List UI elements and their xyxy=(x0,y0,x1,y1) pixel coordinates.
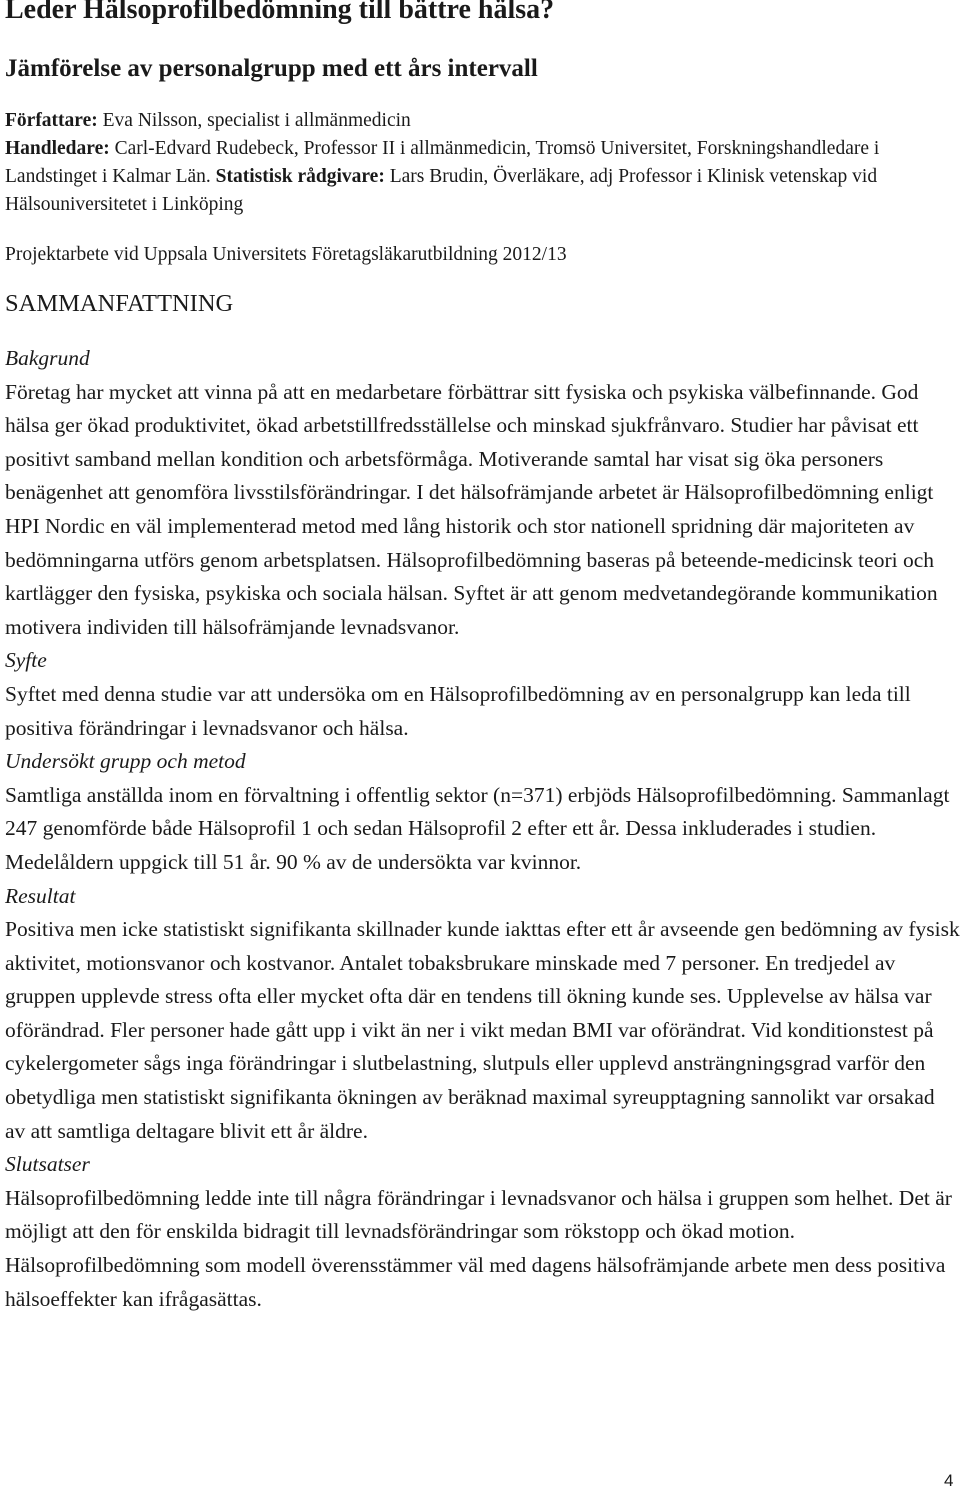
section-text-resultat: Positiva men icke statistiskt signifikanta skillnader kunde iakttas efter ett år avseende gen bedömning av fysisk aktivitet, motionsvanor och kostvanor. Antalet tobaksbrukare minskade med 7 personer. En tredjedel av gruppen upplevde stress ofta eller mycket ofta där en tendens till ökning kunde ses. Upplevelse av hälsa var oförändrad. Fler personer hade gått upp i vikt än ner i vikt medan BMI var oförändrat. Vid konditionstest på cykelergometer sågs inga förändringar i slutbelastning, slutpuls eller upplevd ansträngningsgrad varför den obetydliga men statistiskt signifikanta ökningen av beräknad maximal syreupptagning sannolikt var orsakad av att samtliga deltagare blivit ett år äldre. xyxy=(5,917,960,1143)
summary-body xyxy=(5,342,960,1316)
summary-heading: SAMMANFATTNING xyxy=(5,290,234,317)
section-text-syfte: Syftet med denna studie var att undersöka om en Hälsoprofilbedömning av en personalgrupp kan leda till positiva förändringar i levnadsvanor och hälsa. xyxy=(5,681,911,740)
section-heading-bakgrund: Bakgrund xyxy=(5,346,90,370)
section-text-bakgrund: Företag har mycket att vinna på att en medarbetare förbättrar sitt fysiska och psykiska välbefinnande. God hälsa ger ökad produktivitet, ökad arbetstillfredsställelse och minskad sjukfrånvaro. Studier har påvisat ett positivt samband mellan kondition och arbetsförmåga. Motiverande samtal har visat sig öka personers benägenhet att genomföra livsstilsförändringar. I det hälsofrämjande arbetet är Hälsoprofilbedömning enligt HPI Nordic en väl implementerad metod med lång historik och stor nationell spridning där majoriteten av bedömningarna utförs genom arbetsplatsen. Hälsoprofilbedömning baseras på beteende-medicinsk teori och kartlägger den fysiska, psykiska och sociala hälsan. Syftet är att genom medvetandegörande kommunikation motivera individen till hälsofrämjande levnadsvanor. xyxy=(5,379,938,639)
statistician-label: Statistisk rådgivare: xyxy=(215,166,385,187)
project-note: Projektarbete vid Uppsala Universitets Företagsläkarutbildning 2012/13 xyxy=(5,244,567,265)
author-label: Författare: xyxy=(5,110,98,131)
statistician-line xyxy=(5,163,957,191)
section-heading-syfte: Syfte xyxy=(5,648,47,673)
section-heading-metod: Undersökt grupp och metod xyxy=(5,749,246,774)
section-text-metod: Samtliga anställda inom en förvaltning i offentlig sektor (n=371) erbjöds Hälsoprofilbedömning. Sammanlagt 247 genomförde både Hälsoprofil 1 och sedan Hälsoprofil 2 efter ett år. Dessa inkluderades i studien. Medelåldern uppgick till 51 år. 90 % av de undersökta var kvinnor. xyxy=(5,782,950,874)
supervisor-text-continued: Landstinget i Kalmar Län. xyxy=(5,166,216,187)
supervisor-line xyxy=(5,135,957,163)
supervisor-label: Handledare: xyxy=(5,138,110,159)
document-title: Leder Hälsoprofilbedömning till bättre hälsa? xyxy=(5,0,555,25)
author-text: Eva Nilsson, specialist i allmänmedicin xyxy=(97,110,411,131)
statistician-text: Lars Brudin, Överläkare, adj Professor i Klinisk vetenskap vid xyxy=(384,166,878,187)
document-subtitle: Jämförelse av personalgrupp med ett års intervall xyxy=(5,55,538,82)
author-info xyxy=(5,107,957,219)
section-text-slutsatser: Hälsoprofilbedömning ledde inte till några förändringar i levnadsvanor och hälsa i gruppen som helhet. Det är möjligt att den för enskilda bidragit till levnadsförändringar som rökstopp och ökad motion. Hälsoprofilbedömning som modell överensstämmer väl med dagens hälsofrämjande arbete men dess positiva hälsoeffekter kan ifrågasättas. xyxy=(5,1185,952,1311)
section-heading-resultat: Resultat xyxy=(5,883,76,908)
page-number: 4 xyxy=(944,1471,954,1490)
supervisor-text: Carl-Edvard Rudebeck, Professor II i allmänmedicin, Tromsö Universitet, Forskningshandledare i xyxy=(109,138,880,159)
statistician-text-continued: Hälsouniversitetet i Linköping xyxy=(5,194,244,215)
section-heading-slutsatser: Slutsatser xyxy=(5,1152,90,1177)
author-line xyxy=(5,107,957,135)
statistician-line-continued xyxy=(5,191,957,219)
